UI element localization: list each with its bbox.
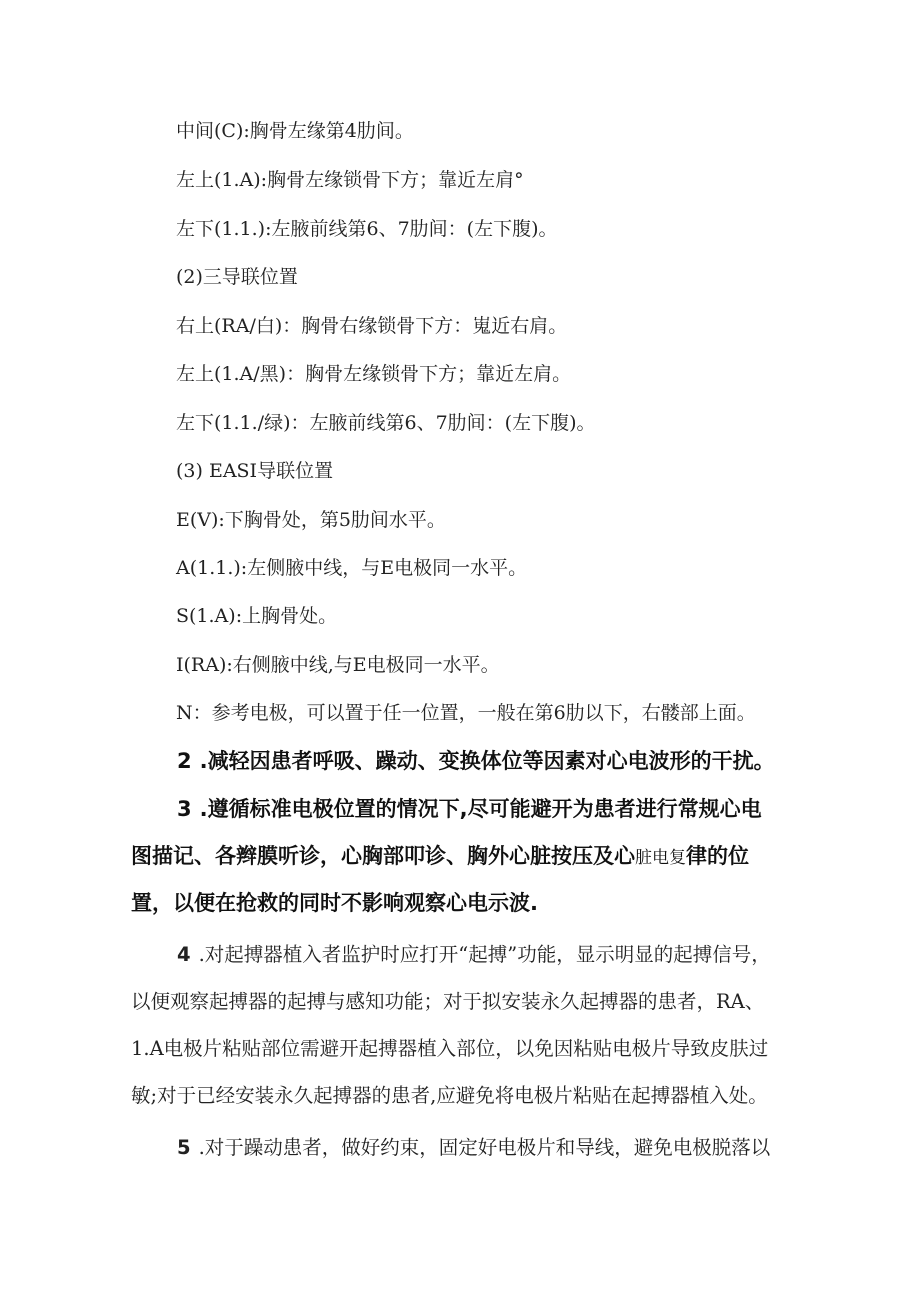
- item-number: 2: [177, 749, 192, 773]
- paragraph-item-3: [131, 786, 791, 927]
- text-line: 左上(1.A):胸骨左缘锁骨下方；靠近左肩°: [176, 169, 524, 191]
- paragraph-item-5: [131, 1124, 791, 1171]
- text-line: E(V):下胸骨处，第5肋间水平。: [176, 509, 446, 531]
- paragraph-text: .对于躁动患者，做好约束，固定好电极片和导线，避免电极脱落以: [198, 1136, 771, 1159]
- item-number: 5: [177, 1136, 191, 1159]
- item-number: 3: [177, 797, 192, 821]
- paragraph-item-4: [131, 931, 791, 1119]
- paragraph-text: 1.A电极片粘贴部位需避开起搏器植入部位，以免因粘贴电极片导致皮肤过: [131, 1037, 769, 1060]
- text-line: N：参考电极，可以置于任一位置，一般在第6肋以下，右髅部上面。: [176, 702, 756, 724]
- text-line: A(1.1.):左侧腋中线，与E电极同一水平。: [176, 557, 528, 579]
- text-line: S(1.A):上胸骨处。: [176, 605, 338, 627]
- paragraph-text: 敏;对于已经安装永久起搏器的患者,应避免将电极片粘贴在起搏器植入处。: [131, 1084, 768, 1107]
- paragraph-text: .遵循标准电极位置的情况下,尽可能避开为患者进行常规心电: [199, 797, 762, 821]
- item-number: 4: [177, 943, 191, 966]
- paragraph-text: 律的位: [686, 844, 749, 868]
- paragraph-text: 脏电复: [635, 848, 686, 868]
- paragraph-text: 置，以便在抢救的同时不影响观察心电示波.: [131, 891, 538, 915]
- text-line: 左上(1.A/黑)：胸骨左缘锁骨下方；靠近左肩。: [176, 363, 572, 385]
- paragraph-text: .减轻因患者呼吸、躁动、变换体位等因素对心电波形的干扰。: [199, 749, 775, 773]
- paragraph-item-2: [131, 738, 791, 785]
- text-line: 右上(RA/白)：胸骨右缘锁骨下方：嵬近右肩。: [176, 315, 568, 337]
- section-heading: (2)三导联位置: [176, 266, 298, 288]
- paragraph-text: 以便观察起搏器的起搏与感知功能；对于拟安装永久起搏器的患者，RA、: [131, 990, 765, 1013]
- text-line: 左下(1.1.):左腋前线第6、7肋间：(左下腹)。: [176, 218, 558, 240]
- text-line: I(RA):右侧腋中线,与E电极同一水平。: [176, 654, 500, 676]
- text-line: 左下(1.1./绿)：左腋前线第6、7肋间：(左下腹)。: [176, 412, 596, 434]
- text-line: 中间(C):胸骨左缘第4肋间。: [176, 120, 414, 142]
- section-heading: (3) EASI导联位置: [176, 460, 334, 482]
- paragraph-text: .对起搏器植入者监护时应打开“起搏”功能，显示明显的起搏信号，: [198, 943, 771, 966]
- paragraph-text: 图描记、各辫膜听诊，心胸部叩诊、胸外心脏按压及心: [131, 844, 635, 868]
